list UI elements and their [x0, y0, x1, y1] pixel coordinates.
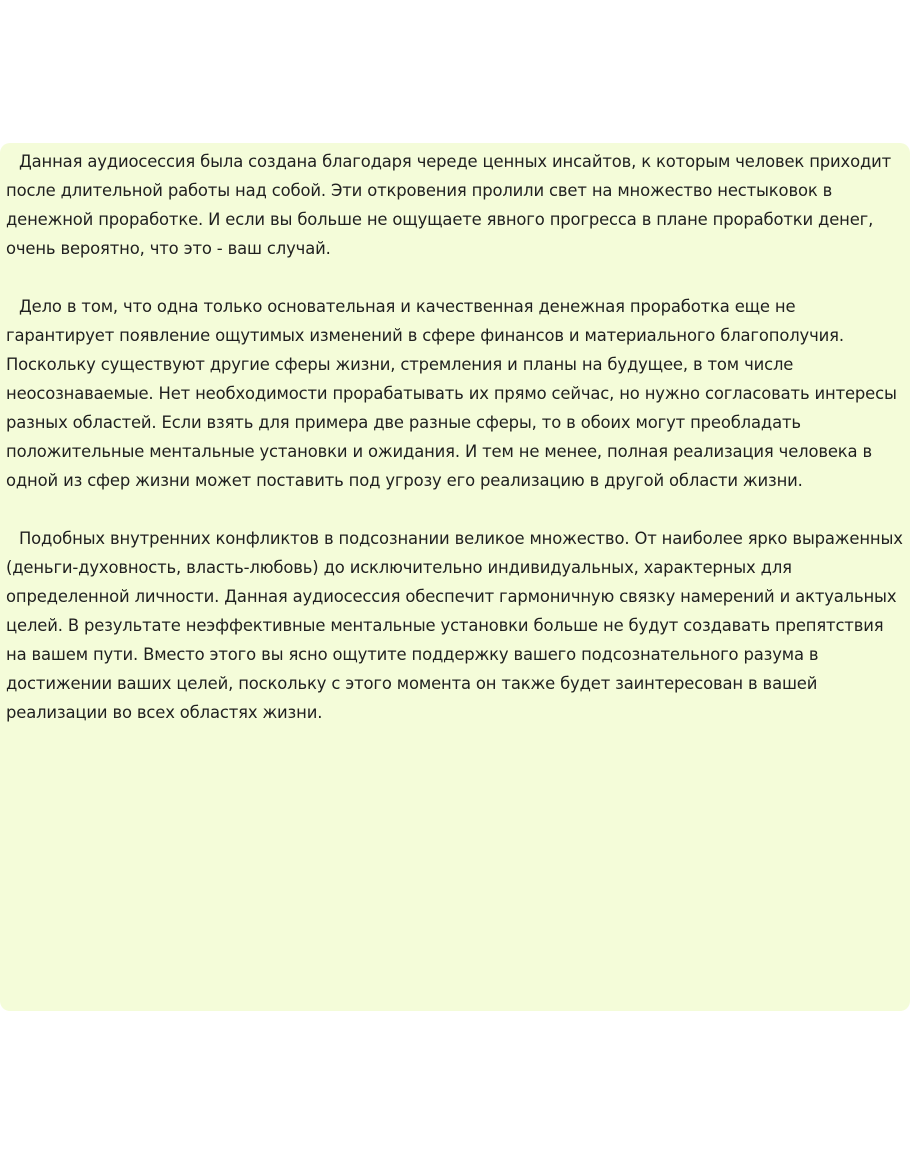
- paragraph-3: Подобных внутренних конфликтов в подсознании великое множество. От наиболее ярко выраженных (деньги-духовность, власть-любовь) до исключительно индивидуальных, характерных для определенной личности. Данная аудиосессия обеспечит гармоничную связку намерений и актуальных целей. В результате неэффективные ментальные установки больше не будут создавать препятствия на вашем пути. Вместо этого вы ясно ощутите поддержку вашего подсознательного разума в достижении ваших целей, поскольку с этого момента он также будет заинтересован в вашей реализации во всех областях жизни.: [6, 529, 903, 722]
- content-panel: [0, 143, 910, 1011]
- paragraph-2: Дело в том, что одна только основательная и качественная денежная проработка еще не гарантирует появление ощутимых изменений в сфере финансов и материального благополучия. Поскольку существуют другие сферы жизни, стремления и планы на будущее, в том числе неосознаваемые. Нет необходимости прорабатывать их прямо сейчас, но нужно согласовать интересы разных областей. Если взять для примера две разные сферы, то в обоих могут преобладать положительные ментальные установки и ожидания. И тем не менее, полная реализация человека в одной из сфер жизни может поставить под угрозу его реализацию в другой области жизни.: [6, 297, 897, 490]
- paragraph-1: Данная аудиосессия была создана благодаря череде ценных инсайтов, к которым человек приходит после длительной работы над собой. Эти откровения пролили свет на множество нестыковок в денежной проработке. И если вы больше не ощущаете явного прогресса в плане проработки денег, очень вероятно, что это - ваш случай.: [6, 152, 892, 258]
